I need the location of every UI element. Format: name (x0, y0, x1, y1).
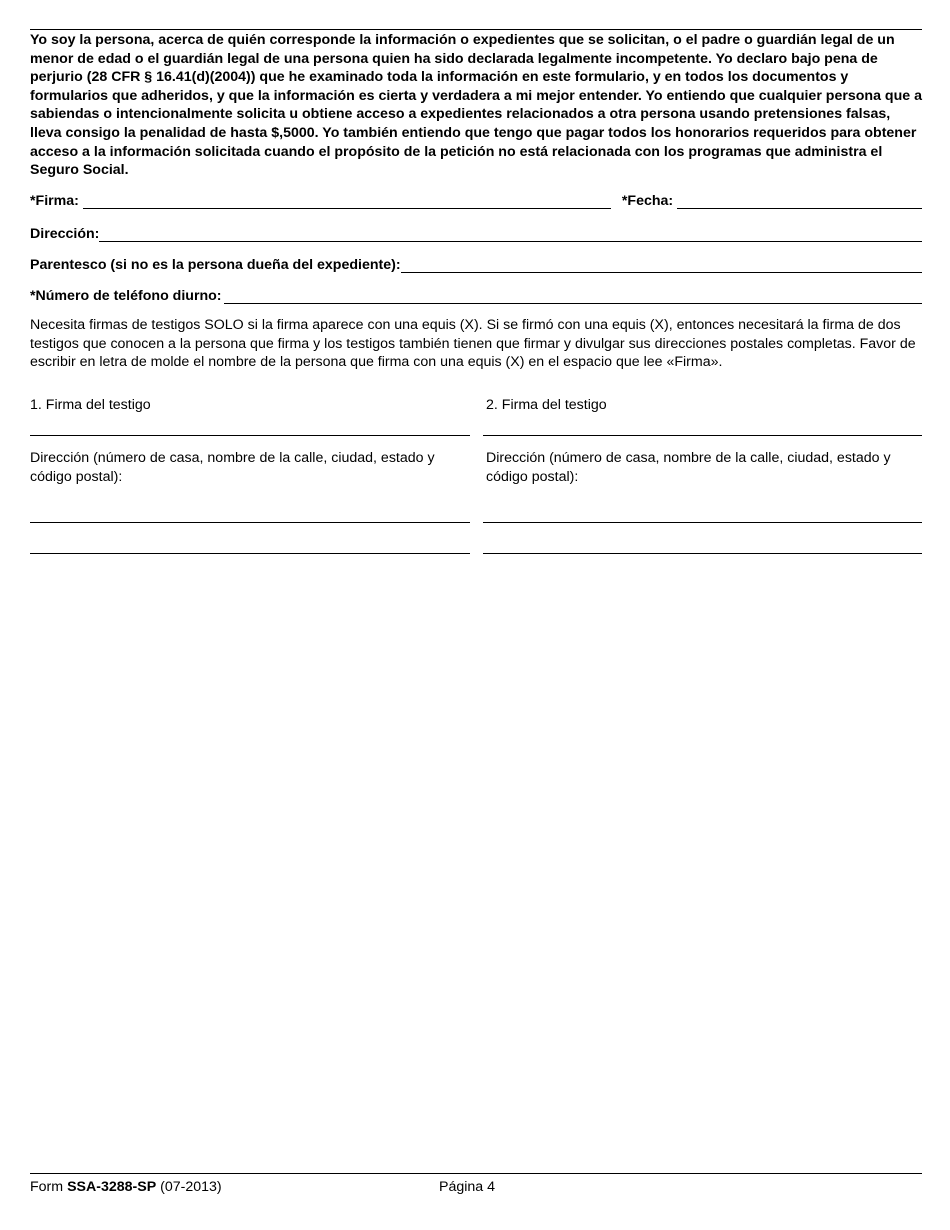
address-label: Dirección: (30, 226, 100, 242)
relationship-field[interactable] (401, 256, 922, 273)
signature-field[interactable] (83, 192, 611, 209)
page-number: Página 4 (439, 1179, 496, 1195)
form-date: (07-2013) (160, 1179, 222, 1195)
relationship-label: Parentesco (si no es la persona dueña del expediente): (30, 257, 401, 273)
witness-instructions: Necesita firmas de testigos SOLO si la firma aparece con una equis (X). Si se firmó con una equis (X), entonces necesitará la firma de dos testigos que conocen a la persona que firma y los testigos también tienen que firmar y divulgar sus direcciones postales completas. Favor de escribir en letra de molde el nombre de la persona que firma con una equis (X) en el espacio que lee «Firma». (30, 317, 916, 371)
form-number: SSA-3288-SP (67, 1179, 157, 1195)
witness-2-signature-field[interactable] (483, 435, 922, 436)
phone-field[interactable] (224, 287, 922, 304)
top-divider (30, 29, 922, 30)
address-row (30, 225, 922, 242)
witness-2-signature-label: 2. Firma del testigo (486, 397, 607, 413)
witness-2-address-label: Dirección (número de casa, nombre de la calle, ciudad, estado y código postal): (486, 450, 891, 485)
witness-1-address-line-2[interactable] (30, 553, 470, 554)
witness-1-signature-field[interactable] (30, 435, 470, 436)
footer-divider (30, 1173, 922, 1174)
form-identifier (30, 1179, 222, 1195)
form-prefix: Form (30, 1179, 64, 1195)
address-field[interactable] (99, 225, 922, 242)
witness-1-section (30, 396, 470, 566)
phone-label: *Número de teléfono diurno: (30, 288, 222, 304)
witness-2-address-line-1[interactable] (483, 522, 922, 523)
witness-1-signature-label: 1. Firma del testigo (30, 397, 151, 413)
witness-2-section (483, 396, 922, 566)
signature-date-row (30, 192, 922, 209)
witness-1-address-label: Dirección (número de casa, nombre de la calle, ciudad, estado y código postal): (30, 450, 435, 485)
signature-label: *Firma: (30, 193, 79, 209)
declaration-text: Yo soy la persona, acerca de quién corresponde la información o expedientes que se solicitan, o el padre o guardián legal de un menor de edad o el guardián legal de una persona quien ha sido declarada legalmente incompetente. Yo declaro bajo pena de perjurio (28 CFR § 16.41(d)(2004)) que he examinado toda la información en este formulario, y en todos los documentos y formularios que adheridos, y que la información es cierta y verdadera a mi mejor entender. Yo entiendo que cualquier persona que a sabiendas o intencionalmente solicita u obtiene acceso a expedientes relacionados a otra persona usando pretensiones falsas, lleva consigo la penalidad de hasta $,5000. Yo también entiendo que tengo que pagar todos los honorarios requeridos para obtener acceso a la información solicitada cuando el propósito de la petición no está relacionada con los programas que administra el Seguro Social. (30, 32, 922, 179)
date-field[interactable] (677, 192, 922, 209)
date-label: *Fecha: (621, 193, 674, 209)
witness-1-address-line-1[interactable] (30, 522, 470, 523)
phone-row (30, 287, 922, 304)
relationship-row (30, 256, 922, 273)
witness-2-address-line-2[interactable] (483, 553, 922, 554)
